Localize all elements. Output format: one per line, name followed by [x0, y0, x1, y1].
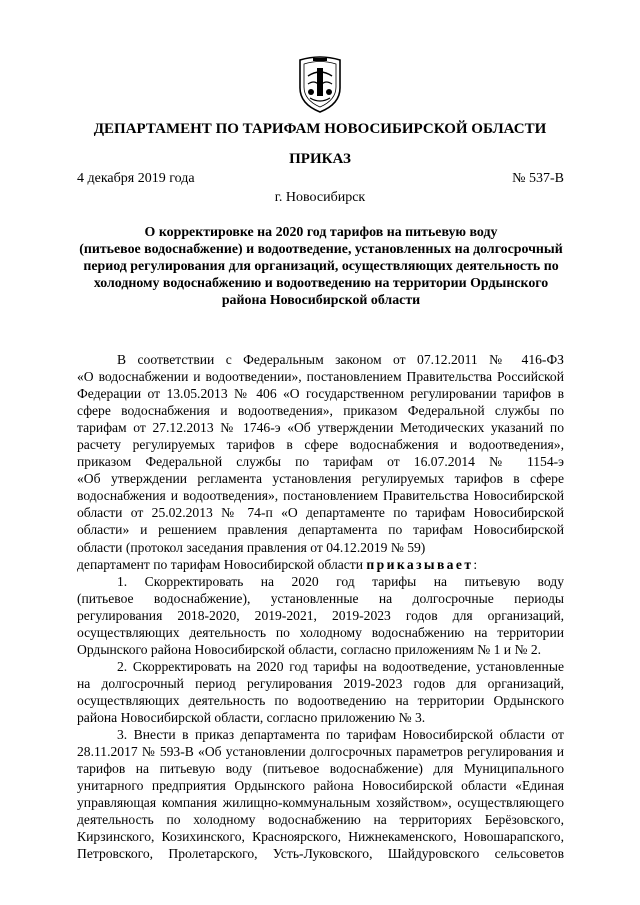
order-date: 4 декабря 2019 года [77, 171, 195, 186]
coat-of-arms-icon [296, 54, 344, 114]
subject-line: О корректировке на 2020 год тарифов на питьевую воду [144, 225, 498, 240]
item-3-line: управляющая компания жилищно-коммунальным хозяйством», осуществляющего [77, 795, 564, 811]
preamble-line: сфере водоснабжения и водоотведения», приказом Федеральной службы по [77, 403, 564, 419]
subject-line: района Новосибирской области [221, 293, 421, 308]
order-number: № 537-В [512, 171, 564, 186]
item-2-line: района Новосибирской области, согласно приложению № 3. [77, 709, 426, 725]
subject-line: период регулирования для организаций, осуществляющих деятельность по [83, 259, 559, 274]
order-title: ПРИКАЗ [289, 151, 351, 167]
preamble-line: тарифам от 27.12.2013 № 1746-э «Об утверждении Методических указаний по [77, 420, 564, 436]
decree-lead: департамент по тарифам Новосибирской области [77, 556, 367, 572]
item-3-line: 3. Внести в приказ департамента по тарифам Новосибирской области от [117, 727, 564, 743]
preamble-line: водоснабжения и водоотведения», постановлением Правительства Новосибирской [77, 488, 564, 504]
item-2-line: на долгосрочный период регулирования 2019-2023 годов для организаций, [77, 675, 564, 691]
decree-tail: : [473, 556, 478, 572]
item-1-line: регулирования 2018-2020, 2019-2021, 2019-2023 годов для организаций, [77, 607, 564, 623]
order-subject [72, 224, 570, 309]
item-2-line: 2. Скорректировать на 2020 год тарифы на водоотведение, установленные [117, 658, 564, 674]
item-3-line: Петровского, Пролетарского, Усть-Луковского, Шайдуровского сельсоветов [77, 846, 564, 862]
item-3-line: Кирзинского, Козихинского, Красноярского, Нижнекаменского, Новошарапского, [77, 829, 564, 845]
order-body [77, 351, 564, 862]
item-1-line: Ордынского района Новосибирской области, согласно приложениям № 1 и № 2. [77, 641, 542, 657]
preamble-line: «Об утверждении регламента установления регулируемых тарифов в сфере [77, 471, 564, 487]
item-3-line: 28.11.2017 № 593-В «Об установлении долгосрочных параметров регулирования и [77, 744, 564, 760]
decree-keyword: приказывает [366, 556, 474, 572]
preamble-line: приказом Федеральной службы по тарифам от 16.07.2014 № 1154-э [77, 454, 564, 470]
preamble-line: расчету регулируемых тарифов в сфере водоснабжения и водоотведения», [77, 437, 564, 453]
preamble-line: «О водоснабжении и водоотведении», постановлением Правительства Российской [77, 369, 564, 385]
preamble-line: области» и решением правления департамента по тарифам Новосибирской [77, 522, 564, 538]
preamble-line: области (протокол заседания правления от 04.12.2019 № 59) [77, 539, 426, 555]
subject-line: холодному водоснабжению и водоотведению на территории Ордынского [93, 276, 549, 291]
preamble-line: В соответствии с Федеральным законом от 07.12.2011 № 416-ФЗ [117, 352, 564, 367]
item-3-line: унитарного предприятия Ордынского района Новосибирской области «Единая [77, 778, 564, 794]
item-1-line: 1. Скорректировать на 2020 год тарифы на питьевую воду [117, 573, 564, 589]
department-name: ДЕПАРТАМЕНТ ПО ТАРИФАМ НОВОСИБИРСКОЙ ОБЛАСТИ [93, 121, 547, 137]
item-3-line: деятельность по холодному водоснабжению на территориях Берёзовского, [77, 812, 564, 828]
item-3-line: тарифов на питьевую воду (питьевое водоснабжение) для Муниципального [77, 761, 564, 777]
decree-line [77, 556, 564, 573]
item-2-line: осуществляющих деятельность по водоотведению на территории Ордынского [77, 692, 564, 708]
order-city: г. Новосибирск [274, 190, 366, 205]
subject-line: (питьевое водоснабжение) и водоотведение, установленных на долгосрочный [79, 242, 563, 257]
preamble-line: области от 25.02.2013 № 74-п «О департаменте по тарифам Новосибирской [77, 505, 564, 521]
item-1-line: осуществляющих деятельность по холодному водоснабжению на территории [77, 624, 564, 640]
preamble-line: Федерации от 13.05.2013 № 406 «О государственном регулировании тарифов в [77, 386, 564, 402]
item-1-line: (питьевое водоснабжение), установленные на долгосрочные периоды [77, 590, 564, 606]
